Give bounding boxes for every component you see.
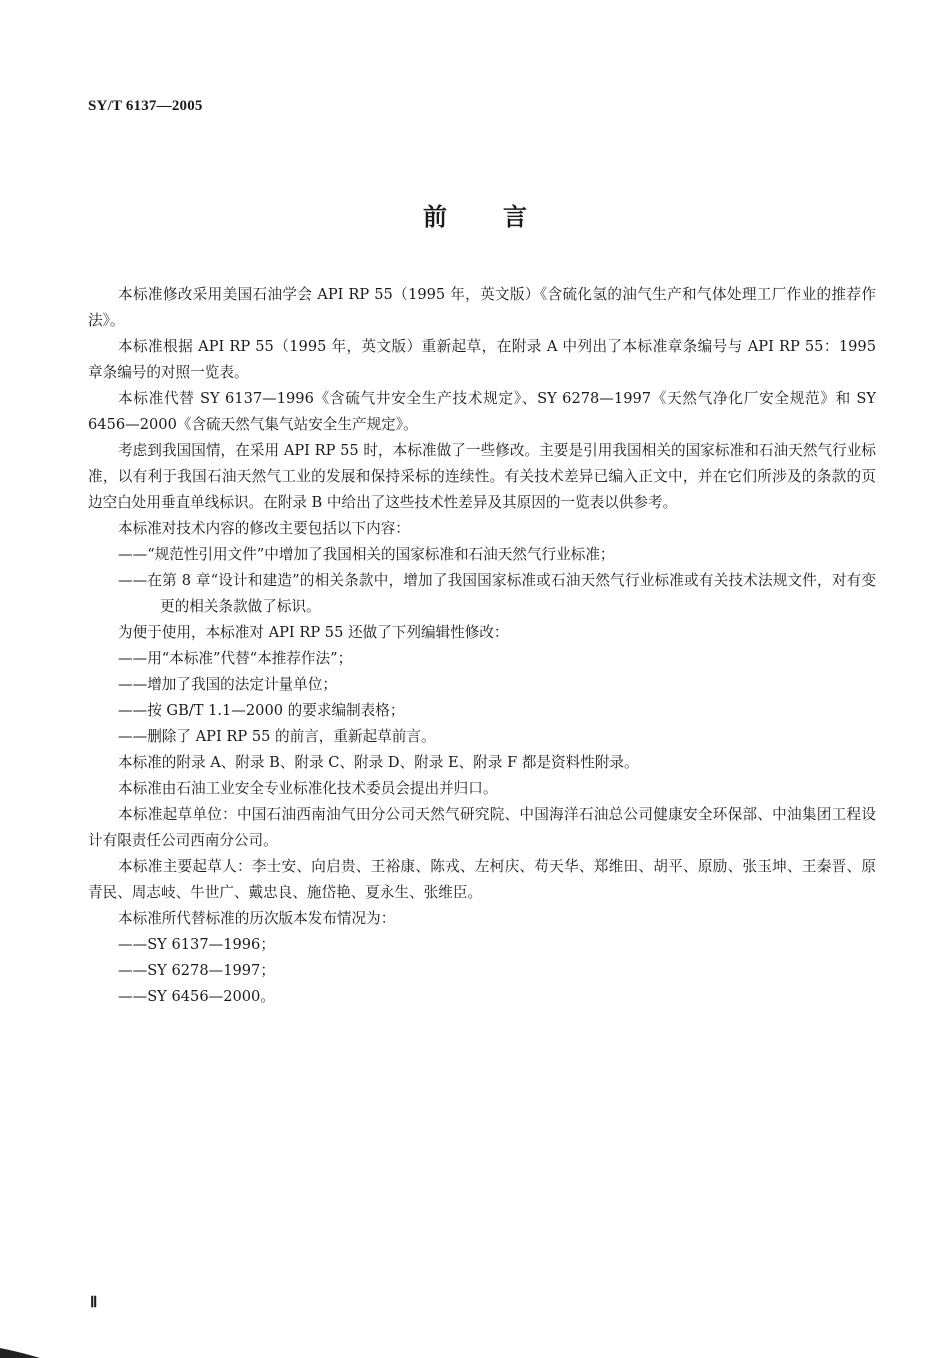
paragraph: 本标准主要起草人：李士安、向启贵、王裕康、陈戎、左柯庆、苟天华、郑维田、胡平、原励、张玉坤、王秦晋、原青民、周志岐、牛世广、戴忠良、施岱艳、夏永生、张维臣。 [88, 858, 876, 901]
paragraph: 本标准所代替标准的历次版本发布情况为： [118, 910, 396, 927]
standard-code: SY/T 6137—2005 [88, 98, 203, 114]
list-item: ——用“本标准”代替“本推荐作法”； [118, 650, 353, 667]
list-item: ——SY 6456—2000。 [118, 988, 275, 1005]
list-item: ——“规范性引用文件”中增加了我国相关的国家标准和石油天然气行业标准； [118, 546, 615, 563]
page-title [0, 197, 950, 232]
list-item: ——删除了 API RP 55 的前言，重新起草前言。 [118, 728, 436, 745]
list-item: ——SY 6137—1996； [118, 936, 275, 953]
foreword-body [88, 282, 876, 1010]
paragraph: 为便于使用，本标准对 API RP 55 还做了下列编辑性修改： [118, 624, 509, 641]
list-item: ——按 GB/T 1.1—2000 的要求编制表格； [118, 702, 405, 719]
list-item: ——增加了我国的法定计量单位； [118, 676, 337, 693]
list-item: ——SY 6278—1997； [118, 962, 275, 979]
paragraph: 本标准修改采用美国石油学会 API RP 55（1995 年，英文版）《含硫化氢的油气生产和气体处理工厂作业的推荐作法》。 [88, 286, 876, 329]
scan-edge-mark [0, 1342, 40, 1358]
paragraph: 本标准的附录 A、附录 B、附录 C、附录 D、附录 E、附录 F 都是资料性附录。 [118, 754, 639, 771]
paragraph: 本标准由石油工业安全专业标准化技术委员会提出并归口。 [118, 780, 498, 797]
paragraph: 本标准对技术内容的修改主要包括以下内容： [118, 520, 410, 537]
title-char-1: 前 [423, 203, 447, 231]
paragraph: 考虑到我国国情，在采用 API RP 55 时，本标准做了一些修改。主要是引用我国相关的国家标准和石油天然气行业标准，以有利于我国石油天然气工业的发展和保持采标的连续性。有关技术差异已编入正文中，并在它们所涉及的条款的页边空白处用垂直单线标识。在附录 B 中给出了这些技术性差异及其原因的一览表以供参考。 [88, 442, 876, 511]
list-item: ——在第 8 章“设计和建造”的相关条款中，增加了我国国家标准或石油天然气行业标准或有关技术法规文件，对有变更的相关条款做了标识。 [118, 572, 876, 615]
paragraph: 本标准起草单位：中国石油西南油气田分公司天然气研究院、中国海洋石油总公司健康安全环保部、中油集团工程设计有限责任公司西南分公司。 [88, 806, 876, 849]
paragraph: 本标准根据 API RP 55（1995 年，英文版）重新起草，在附录 A 中列出了本标准章条编号与 API RP 55：1995 章条编号的对照一览表。 [88, 338, 876, 381]
page-number: Ⅱ [90, 1295, 98, 1311]
title-char-2: 言 [503, 203, 527, 231]
paragraph: 本标准代替 SY 6137—1996《含硫气井安全生产技术规定》、SY 6278—1997《天然气净化厂安全规范》和 SY 6456—2000《含硫天然气集气站安全生产规定》。 [88, 390, 876, 433]
